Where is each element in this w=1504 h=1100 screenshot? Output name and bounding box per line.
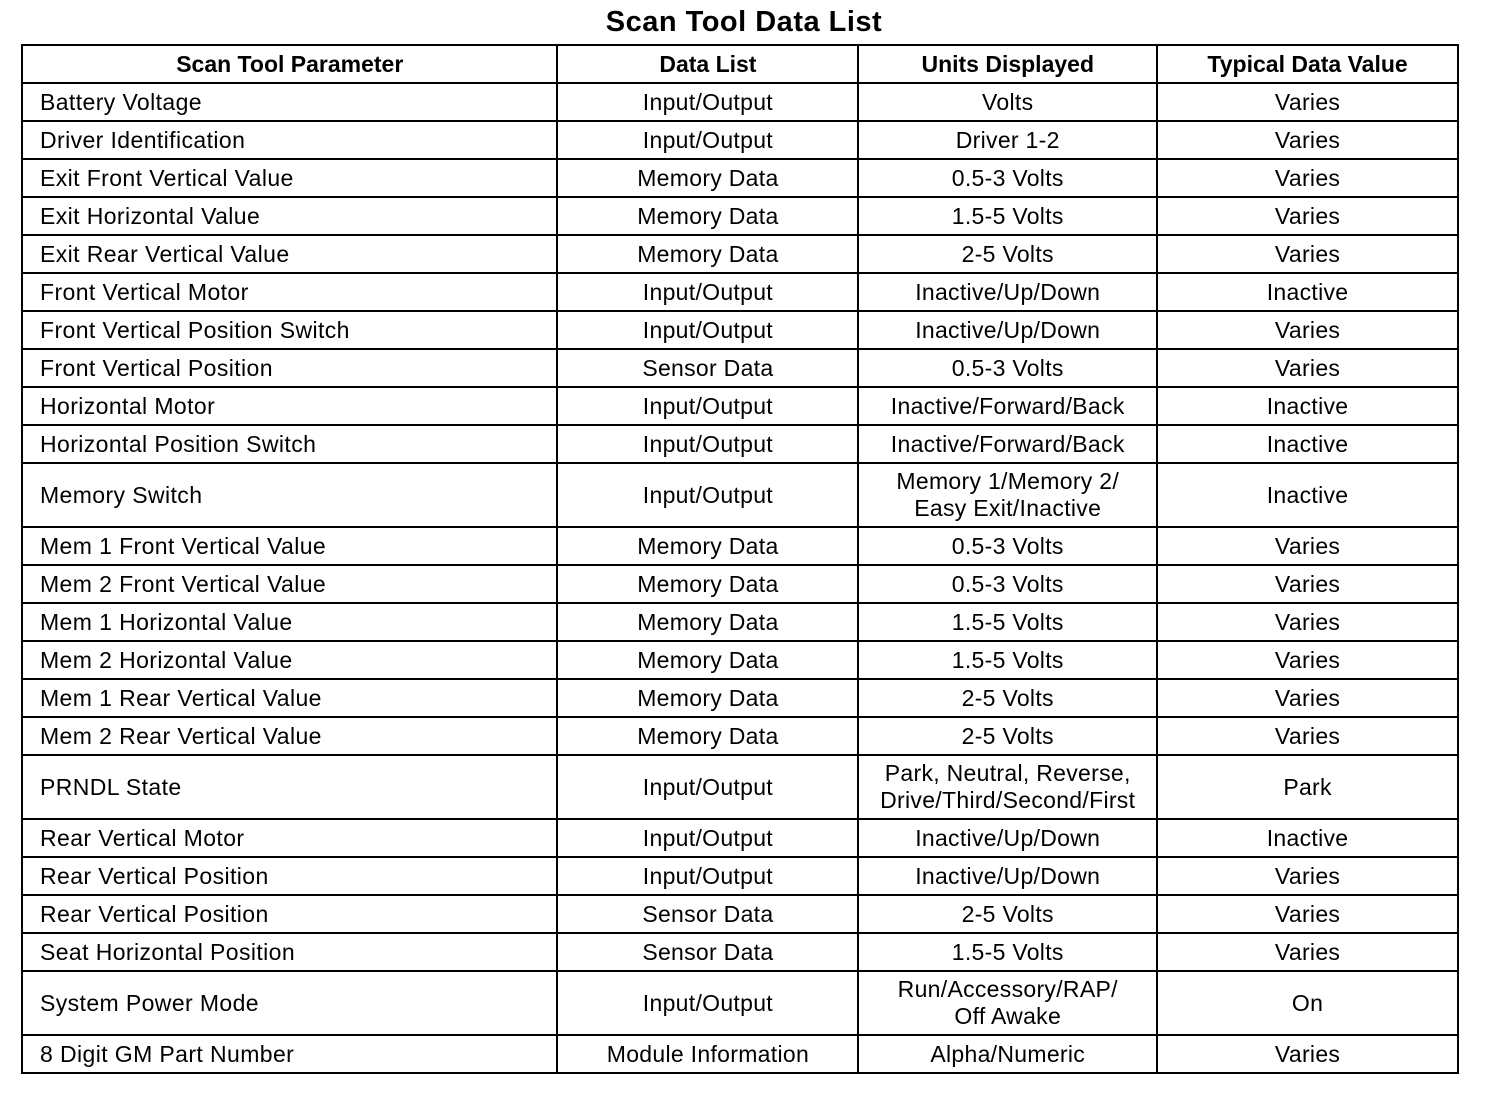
cell-typical: Inactive: [1157, 273, 1458, 311]
table-header-row: [22, 45, 1458, 83]
cell-units: [858, 121, 1157, 159]
cell-parameter: System Power Mode: [22, 971, 557, 1035]
cell-parameter: Mem 2 Front Vertical Value: [22, 565, 557, 603]
table-row: [22, 235, 1458, 273]
cell-typical: Inactive: [1157, 463, 1458, 527]
cell-parameter: Exit Horizontal Value: [22, 197, 557, 235]
cell-parameter: Exit Front Vertical Value: [22, 159, 557, 197]
table-row: [22, 1035, 1458, 1073]
cell-parameter: Front Vertical Position: [22, 349, 557, 387]
cell-units-line: Inactive/Up/Down: [915, 278, 1101, 305]
cell-parameter: Front Vertical Position Switch: [22, 311, 557, 349]
cell-typical: Varies: [1157, 527, 1458, 565]
table-row: [22, 311, 1458, 349]
cell-units-line: 1.5-5 Volts: [951, 646, 1064, 673]
table-row: [22, 349, 1458, 387]
cell-units: [858, 717, 1157, 755]
table-row: [22, 933, 1458, 971]
scan-tool-data-table: [21, 44, 1459, 1074]
cell-parameter: Seat Horizontal Position: [22, 933, 557, 971]
table-row: [22, 971, 1458, 1035]
cell-units: [858, 527, 1157, 565]
cell-parameter: Memory Switch: [22, 463, 557, 527]
cell-units: [858, 349, 1157, 387]
cell-data-list: Input/Output: [557, 819, 858, 857]
cell-typical: Varies: [1157, 895, 1458, 933]
cell-typical: Varies: [1157, 933, 1458, 971]
cell-parameter: PRNDL State: [22, 755, 557, 819]
cell-parameter: Horizontal Motor: [22, 387, 557, 425]
cell-parameter: Front Vertical Motor: [22, 273, 557, 311]
cell-units: [858, 565, 1157, 603]
cell-units-line: 1.5-5 Volts: [951, 938, 1064, 965]
table-row: [22, 819, 1458, 857]
cell-units: [858, 425, 1157, 463]
cell-data-list: Input/Output: [557, 755, 858, 819]
cell-typical: On: [1157, 971, 1458, 1035]
cell-units-line: 2-5 Volts: [961, 900, 1054, 927]
cell-units: [858, 463, 1157, 527]
cell-parameter: Mem 1 Horizontal Value: [22, 603, 557, 641]
table-row: [22, 159, 1458, 197]
table-row: [22, 197, 1458, 235]
cell-data-list: Memory Data: [557, 565, 858, 603]
cell-units-line: Alpha/Numeric: [930, 1040, 1086, 1067]
column-header-parameter: Scan Tool Parameter: [22, 45, 557, 83]
cell-data-list: Memory Data: [557, 717, 858, 755]
cell-units-line: 2-5 Volts: [961, 722, 1054, 749]
table-row: [22, 895, 1458, 933]
cell-data-list: Memory Data: [557, 603, 858, 641]
table-row: [22, 527, 1458, 565]
cell-typical: Inactive: [1157, 425, 1458, 463]
cell-units: [858, 273, 1157, 311]
column-header-units: Units Displayed: [858, 45, 1157, 83]
cell-units-line: Drive/Third/Second/First: [880, 787, 1136, 813]
cell-typical: Varies: [1157, 235, 1458, 273]
cell-typical: Varies: [1157, 349, 1458, 387]
cell-units-line: Driver 1-2: [955, 126, 1060, 153]
cell-typical: Varies: [1157, 121, 1458, 159]
cell-parameter: Exit Rear Vertical Value: [22, 235, 557, 273]
cell-units-line: Off Awake: [954, 1003, 1062, 1029]
cell-units-line: Inactive/Forward/Back: [890, 430, 1125, 457]
cell-typical: Varies: [1157, 83, 1458, 121]
table-row: [22, 857, 1458, 895]
cell-units-line: Memory 1/Memory 2/: [896, 468, 1120, 494]
cell-parameter: Driver Identification: [22, 121, 557, 159]
table-row: [22, 463, 1458, 527]
cell-parameter: Rear Vertical Position: [22, 857, 557, 895]
table-row: [22, 121, 1458, 159]
cell-data-list: Sensor Data: [557, 895, 858, 933]
cell-typical: Varies: [1157, 641, 1458, 679]
cell-data-list: Memory Data: [557, 235, 858, 273]
cell-data-list: Memory Data: [557, 197, 858, 235]
cell-parameter: 8 Digit GM Part Number: [22, 1035, 557, 1073]
cell-units-line: Park, Neutral, Reverse,: [884, 760, 1131, 786]
cell-typical: Varies: [1157, 717, 1458, 755]
cell-typical: Varies: [1157, 565, 1458, 603]
cell-units: [858, 933, 1157, 971]
cell-parameter: Mem 1 Rear Vertical Value: [22, 679, 557, 717]
cell-units-line: Run/Accessory/RAP/: [897, 976, 1118, 1002]
cell-units: [858, 679, 1157, 717]
cell-units-line: Inactive/Up/Down: [915, 824, 1101, 851]
cell-units-line: 2-5 Volts: [961, 240, 1054, 267]
cell-units-line: Inactive/Forward/Back: [890, 392, 1125, 419]
cell-units: [858, 387, 1157, 425]
table-row: [22, 755, 1458, 819]
cell-data-list: Input/Output: [557, 83, 858, 121]
cell-typical: Varies: [1157, 857, 1458, 895]
cell-typical: Varies: [1157, 603, 1458, 641]
cell-parameter: Mem 2 Rear Vertical Value: [22, 717, 557, 755]
cell-units-line: Inactive/Up/Down: [915, 316, 1101, 343]
cell-data-list: Memory Data: [557, 527, 858, 565]
cell-units-line: Volts: [982, 88, 1034, 115]
cell-data-list: Memory Data: [557, 159, 858, 197]
cell-units: [858, 819, 1157, 857]
cell-typical: Varies: [1157, 679, 1458, 717]
table-row: [22, 83, 1458, 121]
cell-units: [858, 895, 1157, 933]
table-body: [22, 83, 1458, 1073]
cell-parameter: Mem 2 Horizontal Value: [22, 641, 557, 679]
cell-data-list: Sensor Data: [557, 933, 858, 971]
table-row: [22, 387, 1458, 425]
cell-units: [858, 1035, 1157, 1073]
cell-units: [858, 857, 1157, 895]
cell-units: [858, 603, 1157, 641]
cell-units-line: Easy Exit/Inactive: [914, 495, 1102, 521]
cell-typical: Inactive: [1157, 387, 1458, 425]
table-row: [22, 603, 1458, 641]
cell-units-line: 0.5-3 Volts: [951, 570, 1064, 597]
table-row: [22, 717, 1458, 755]
table-row: [22, 273, 1458, 311]
cell-typical: Varies: [1157, 159, 1458, 197]
column-header-typical: Typical Data Value: [1157, 45, 1458, 83]
cell-data-list: Sensor Data: [557, 349, 858, 387]
column-header-data-list: Data List: [557, 45, 858, 83]
cell-data-list: Input/Output: [557, 311, 858, 349]
cell-data-list: Input/Output: [557, 463, 858, 527]
cell-units-line: 2-5 Volts: [961, 684, 1054, 711]
cell-units: [858, 755, 1157, 819]
cell-units-line: 1.5-5 Volts: [951, 608, 1064, 635]
cell-data-list: Memory Data: [557, 679, 858, 717]
cell-typical: Varies: [1157, 1035, 1458, 1073]
cell-units: [858, 197, 1157, 235]
cell-typical: Varies: [1157, 197, 1458, 235]
cell-units-line: 0.5-3 Volts: [951, 532, 1064, 559]
cell-units-line: 0.5-3 Volts: [951, 164, 1064, 191]
cell-units-line: Inactive/Up/Down: [915, 862, 1101, 889]
cell-typical: Inactive: [1157, 819, 1458, 857]
cell-units: [858, 311, 1157, 349]
cell-units-line: 0.5-3 Volts: [951, 354, 1064, 381]
cell-data-list: Input/Output: [557, 857, 858, 895]
page-title: Scan Tool Data List: [605, 6, 883, 38]
cell-parameter: Rear Vertical Position: [22, 895, 557, 933]
cell-data-list: Input/Output: [557, 387, 858, 425]
cell-typical: Varies: [1157, 311, 1458, 349]
cell-parameter: Horizontal Position Switch: [22, 425, 557, 463]
cell-data-list: Input/Output: [557, 971, 858, 1035]
cell-data-list: Input/Output: [557, 121, 858, 159]
cell-parameter: Rear Vertical Motor: [22, 819, 557, 857]
table-row: [22, 679, 1458, 717]
table-row: [22, 425, 1458, 463]
cell-units: [858, 971, 1157, 1035]
cell-units: [858, 235, 1157, 273]
cell-typical: Park: [1157, 755, 1458, 819]
cell-units: [858, 641, 1157, 679]
cell-parameter: Mem 1 Front Vertical Value: [22, 527, 557, 565]
cell-data-list: Memory Data: [557, 641, 858, 679]
cell-units: [858, 83, 1157, 121]
cell-data-list: Module Information: [557, 1035, 858, 1073]
table-row: [22, 565, 1458, 603]
cell-units-line: 1.5-5 Volts: [951, 202, 1064, 229]
cell-data-list: Input/Output: [557, 273, 858, 311]
table-row: [22, 641, 1458, 679]
cell-data-list: Input/Output: [557, 425, 858, 463]
cell-parameter: Battery Voltage: [22, 83, 557, 121]
cell-units: [858, 159, 1157, 197]
